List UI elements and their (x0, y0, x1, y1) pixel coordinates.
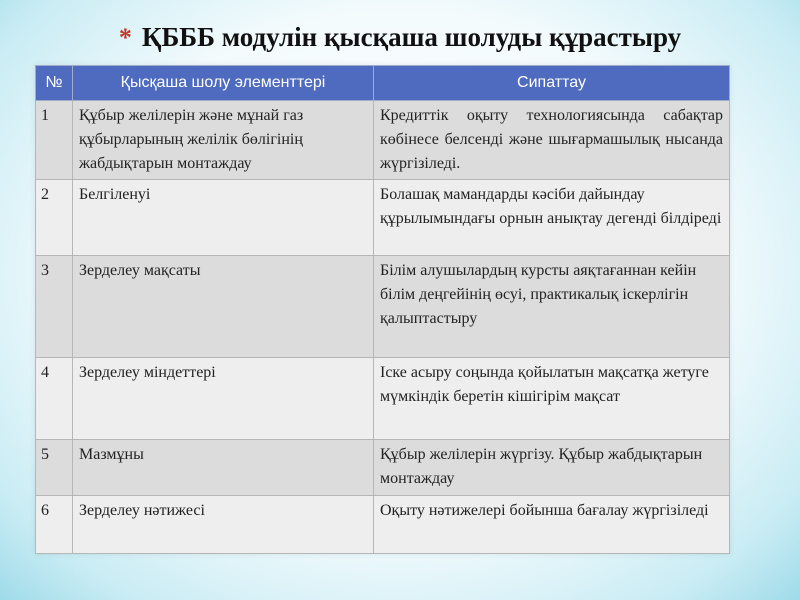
table-row (36, 101, 730, 180)
title-bullet: * (118, 23, 132, 52)
page-title (0, 22, 800, 53)
row-element: Мазмұны (73, 440, 374, 496)
header-description: Сипаттау (374, 66, 730, 101)
table-row (36, 358, 730, 440)
row-description: Құбыр желілерін жүргізу. Құбыр жабдықтарын монтаждау (374, 440, 730, 496)
row-number: 2 (36, 180, 73, 256)
table-row (36, 440, 730, 496)
table-row (36, 496, 730, 554)
row-element: Құбыр желілерін және мұнай газ құбырларының желілік бөлігінің жабдықтарын монтаждау (73, 101, 374, 180)
header-element: Қысқаша шолу элементтері (73, 66, 374, 101)
row-element: Зерделеу міндеттері (73, 358, 374, 440)
row-description: Кредиттік оқыту технологиясында сабақтар көбінесе белсенді және шығармашылық нысанда жүргізіледі. (374, 101, 730, 180)
table-row (36, 256, 730, 358)
row-element: Зерделеу мақсаты (73, 256, 374, 358)
row-number: 5 (36, 440, 73, 496)
row-element: Белгіленуі (73, 180, 374, 256)
row-description: Іске асыру соңында қойылатын мақсатқа жетуге мүмкіндік беретін кішігірім мақсат (374, 358, 730, 440)
row-description: Оқыту нәтижелері бойынша бағалау жүргізіледі (374, 496, 730, 554)
module-overview-table (35, 65, 730, 554)
row-number: 3 (36, 256, 73, 358)
title-text: ҚБББ модулін қысқаша шолуды құрастыру (141, 22, 682, 52)
row-number: 6 (36, 496, 73, 554)
row-number: 1 (36, 101, 73, 180)
header-number: № (36, 66, 73, 101)
table-row (36, 180, 730, 256)
row-number: 4 (36, 358, 73, 440)
row-description: Болашақ мамандарды кәсіби дайындау құрылымындағы орнын анықтау дегенді білдіреді (374, 180, 730, 256)
row-element: Зерделеу нәтижесі (73, 496, 374, 554)
row-description: Білім алушылардың курсты аяқтағаннан кейін білім деңгейінің өсуі, практикалық іскерлігін қалыптастыру (374, 256, 730, 358)
table-header-row (36, 66, 730, 101)
